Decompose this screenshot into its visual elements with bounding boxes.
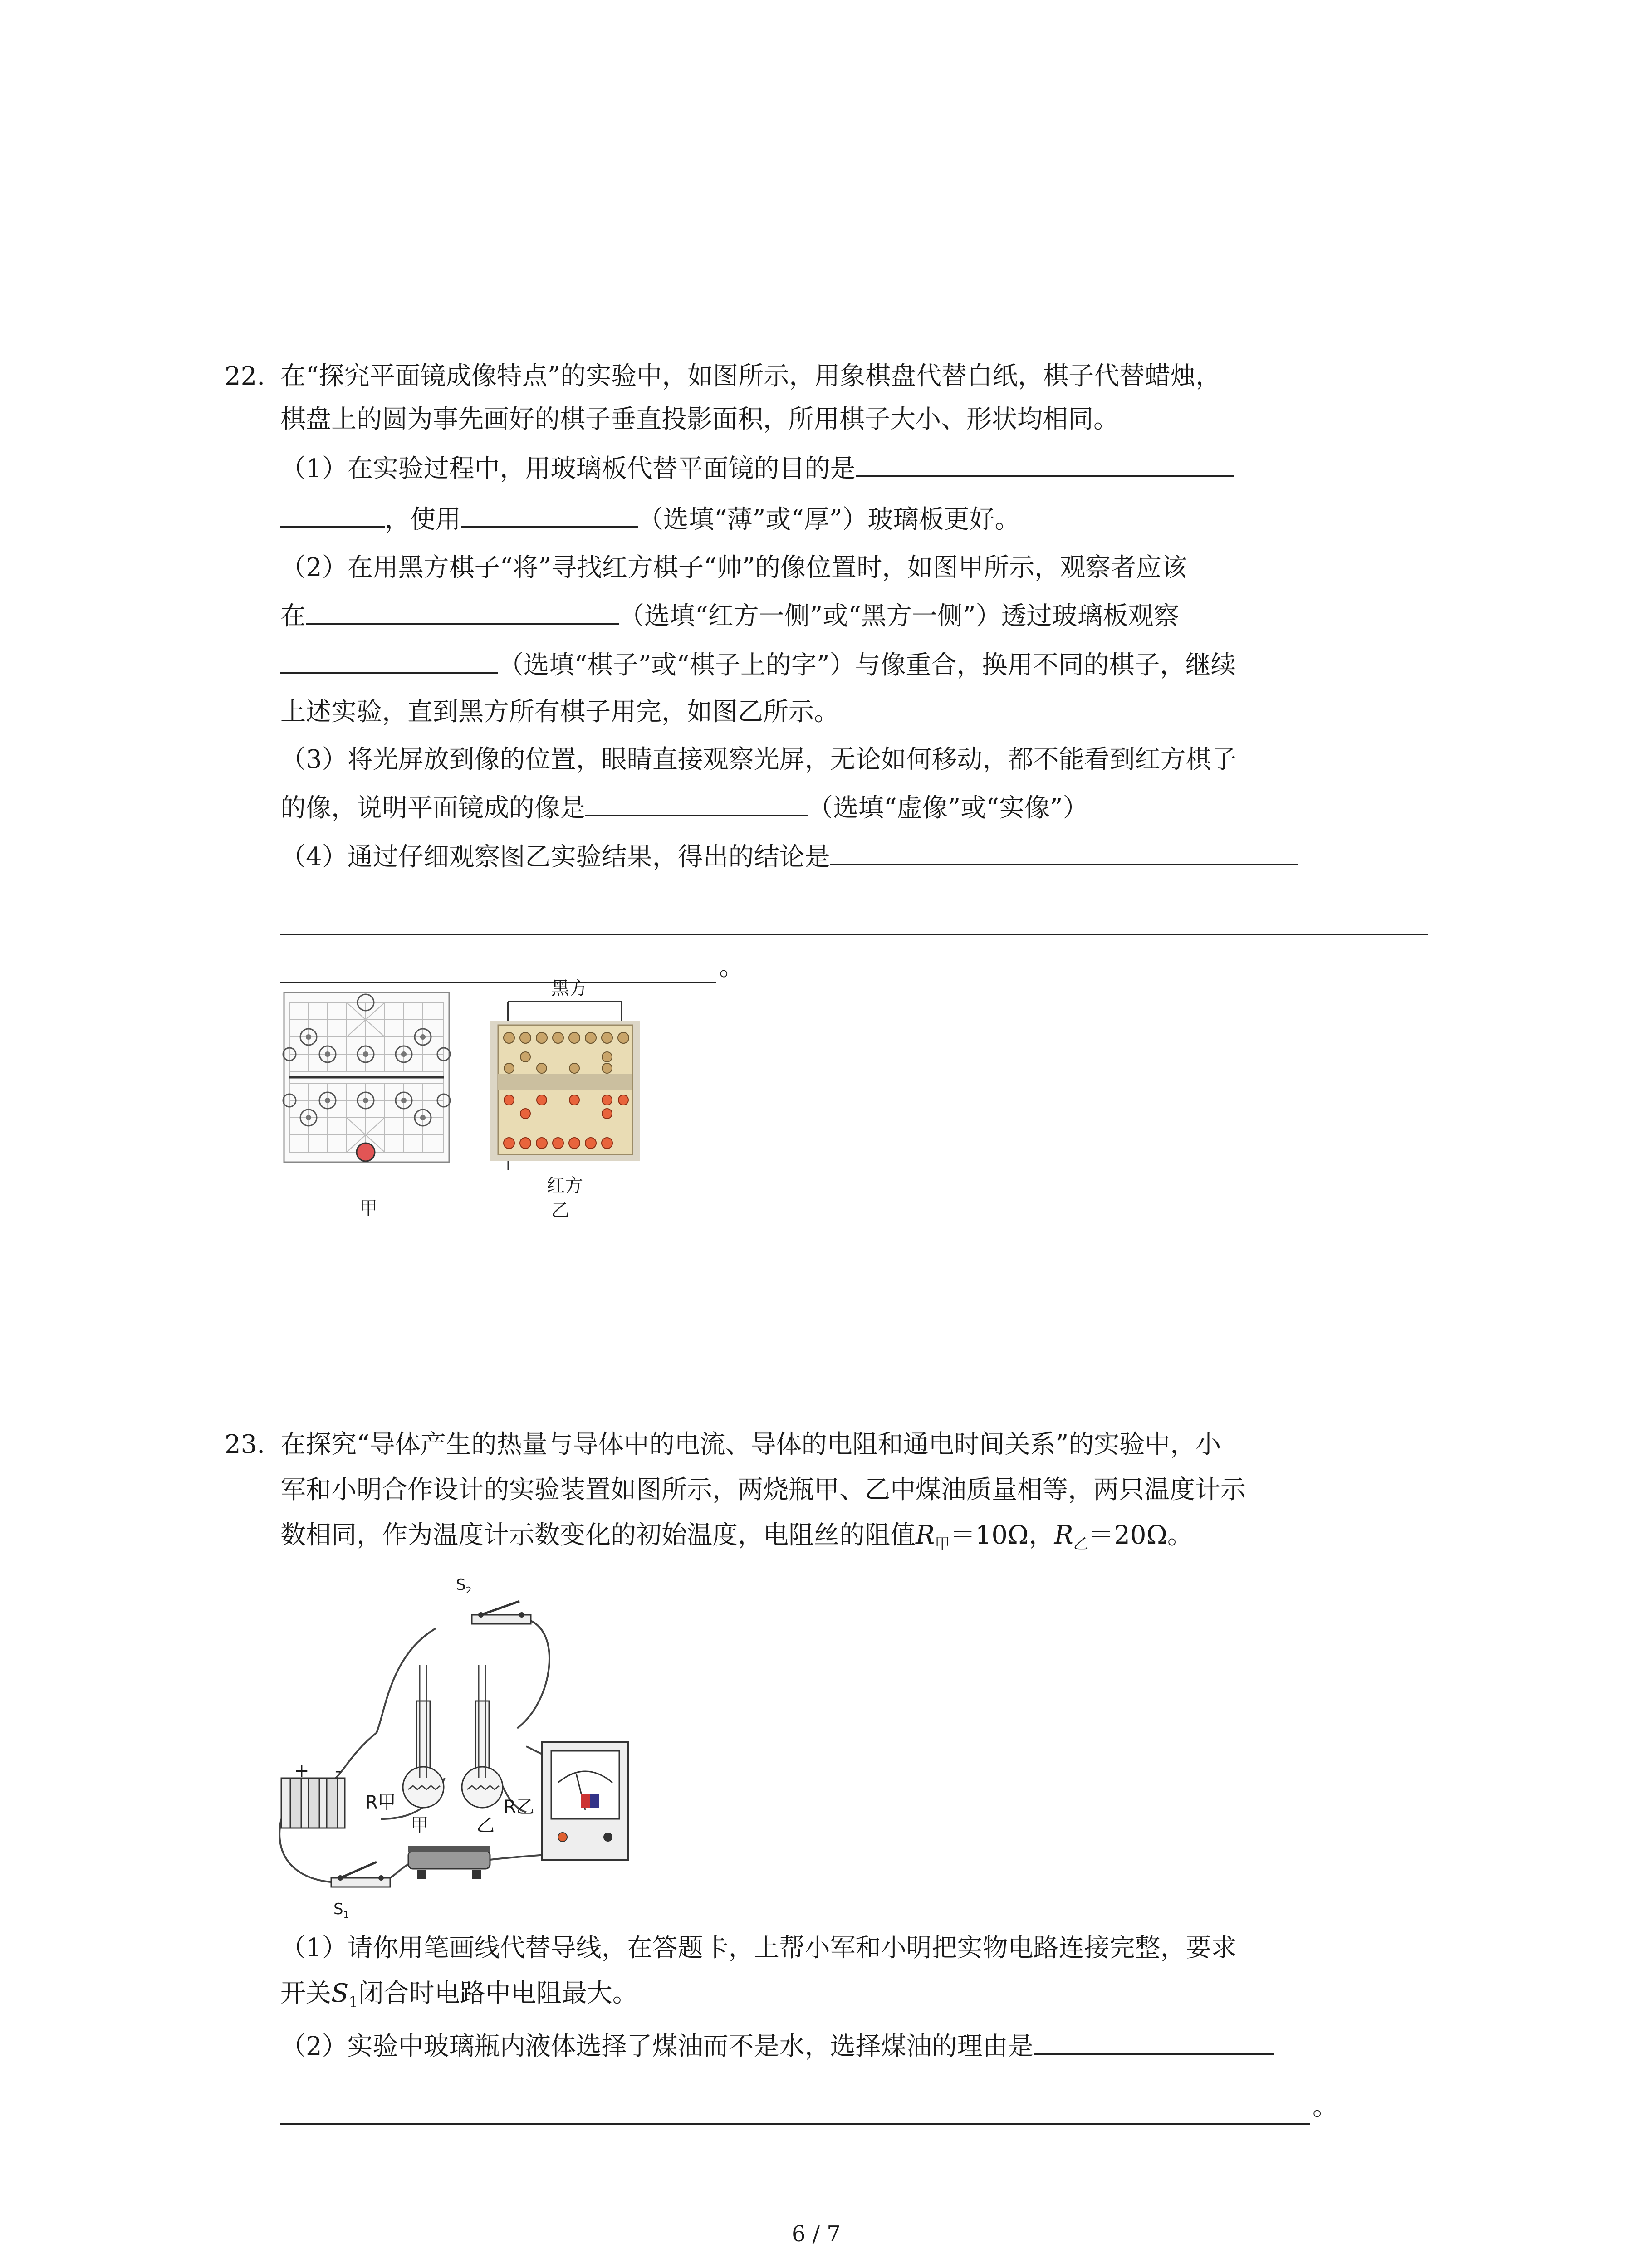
q22-number: 22. [225, 362, 265, 391]
q23-part2-end: 。 [1313, 2092, 1338, 2121]
q22-part4-line-1 [280, 838, 1298, 875]
q22-part1-answer-blank-1-cont[interactable] [280, 501, 385, 528]
q23-r-yi-value: ＝20Ω。 [1088, 1520, 1193, 1550]
q22-part4-end: 。 [719, 952, 745, 982]
q22-part1-answer-blank-1[interactable] [856, 450, 1234, 477]
q22-part3-text-b: 的像，说明平面镜成的像是 [280, 793, 585, 823]
q23-part1-line-1: （1）请你用笔画线代替导线，在答题卡，上帮小军和小明把实物电路连接完整，要求 [280, 1933, 1237, 1963]
q22-part1-line-1 [280, 450, 1234, 487]
q23-r-jia-subscript: 甲 [935, 1535, 950, 1553]
q22-part1-text: （1）在实验过程中，用玻璃板代替平面镜的目的是 [280, 454, 856, 484]
q23-fig-yi-label: 乙 [476, 1815, 495, 1836]
q23-part2-line-1 [280, 2028, 1274, 2065]
q22-figure-jia-label: 甲 [359, 1198, 377, 1219]
q22-part4-answer-blank-1[interactable] [830, 838, 1298, 865]
q23-stem-text: 数相同，作为温度计示数变化的初始温度，电阻丝的阻值 [280, 1520, 916, 1550]
q22-part2-line-2 [280, 597, 1179, 635]
q23-fig-rjia-label: R甲 [365, 1792, 396, 1813]
q23-fig-s1-sub: 1 [343, 1909, 349, 1920]
q23-fig-jia-label: 甲 [411, 1815, 429, 1836]
q23-part1-line-2 [280, 1975, 638, 2020]
q23-part1-switch-subscript: 1 [348, 1993, 358, 2011]
q22-part4-text: （4）通过仔细观察图乙实验结果，得出的结论是 [280, 842, 830, 872]
q22-figure-red-label: 红方 [547, 1175, 583, 1196]
q22-part1-line-2 [280, 501, 1020, 538]
q22-part2-answer-blank-1[interactable] [306, 597, 619, 625]
q23-fig-s1-label [333, 1898, 349, 1926]
q22-part3-text-c: （选填“虚像”或“实像”） [808, 793, 1088, 823]
q22-stem-line-1: 在“探究平面镜成像特点”的实验中，如图所示，用象棋盘代替白纸，棋子代替蜡烛， [280, 362, 1221, 391]
q23-stem-line-2: 军和小明合作设计的实验装置如图所示，两烧瓶甲、乙中煤油质量相等，两只温度计示 [280, 1475, 1246, 1505]
q23-stem-line-3 [280, 1517, 1193, 1562]
q23-fig-plus-label: + [294, 1760, 309, 1781]
q23-part1-switch-symbol: S [331, 1979, 349, 2008]
q22-part2-line-3 [280, 646, 1236, 684]
q22-part1-answer-blank-2[interactable] [461, 501, 638, 528]
q22-part2-text-c: （选填“红方一侧”或“黑方一侧”）透过玻璃板观察 [619, 601, 1179, 631]
q23-fig-minus-label: - [335, 1760, 342, 1781]
q23-fig-s2-label [456, 1574, 472, 1601]
q22-part4-answer-blank-2[interactable] [280, 934, 1428, 935]
q22-part1-text-c: （选填“薄”或“厚”）玻璃板更好。 [638, 505, 1020, 534]
q22-part2-answer-blank-2[interactable] [280, 646, 498, 674]
q22-figure-yi-label: 乙 [551, 1200, 569, 1221]
q23-part2-answer-blank-1[interactable] [1034, 2028, 1274, 2055]
q22-part1-text-b: ，使用 [385, 505, 461, 534]
q23-fig-s2-letter: S [456, 1576, 466, 1594]
q23-r-jia-symbol: R [916, 1520, 935, 1550]
q23-r-yi-symbol: R [1054, 1520, 1073, 1550]
q22-part2-line-4: 上述实验，直到黑方所有棋子用完，如图乙所示。 [280, 697, 839, 727]
q22-figure-black-label: 黑方 [551, 978, 588, 999]
q23-stem-line-1: 在探究“导体产生的热量与导体中的电流、导体的电阻和通电时间关系”的实验中，小 [280, 1430, 1221, 1459]
q23-part2-answer-blank-2[interactable] [280, 2123, 1310, 2125]
q23-r-yi-subscript: 乙 [1073, 1535, 1089, 1553]
q22-part3-line-2 [280, 789, 1088, 826]
q23-fig-s1-letter: S [333, 1900, 343, 1918]
q23-part1-text-c: 闭合时电路中电阻最大。 [358, 1979, 638, 2008]
q23-part1-text-b: 开关 [280, 1979, 331, 2008]
q22-part4-answer-blank-3[interactable] [280, 982, 716, 983]
q22-part3-answer-blank[interactable] [585, 789, 808, 816]
q22-part3-line-1: （3）将光屏放到像的位置，眼睛直接观察光屏，无论如何移动，都不能看到红方棋子 [280, 745, 1237, 774]
q22-stem-line-2: 棋盘上的圆为事先画好的棋子垂直投影面积，所用棋子大小、形状均相同。 [280, 405, 1119, 434]
q22-part2-text-d: （选填“棋子”或“棋子上的字”）与像重合，换用不同的棋子，继续 [498, 650, 1236, 680]
q23-fig-ryi-label: R乙 [504, 1797, 534, 1818]
q23-part2-text: （2）实验中玻璃瓶内液体选择了煤油而不是水，选择煤油的理由是 [280, 2032, 1034, 2061]
q23-number: 23. [225, 1430, 265, 1459]
q23-fig-s2-sub: 2 [465, 1584, 472, 1596]
q23-r-jia-value: ＝10Ω， [950, 1520, 1054, 1550]
q23-circuit-figure [272, 1565, 681, 1910]
q22-part2-line-1: （2）在用黑方棋子“将”寻找红方棋子“帅”的像位置时，如图甲所示，观察者应该 [280, 553, 1187, 582]
q22-figure-jia-board [280, 989, 453, 1166]
page-number: 6 / 7 [792, 2221, 841, 2247]
q22-part2-text-b: 在 [280, 601, 306, 631]
